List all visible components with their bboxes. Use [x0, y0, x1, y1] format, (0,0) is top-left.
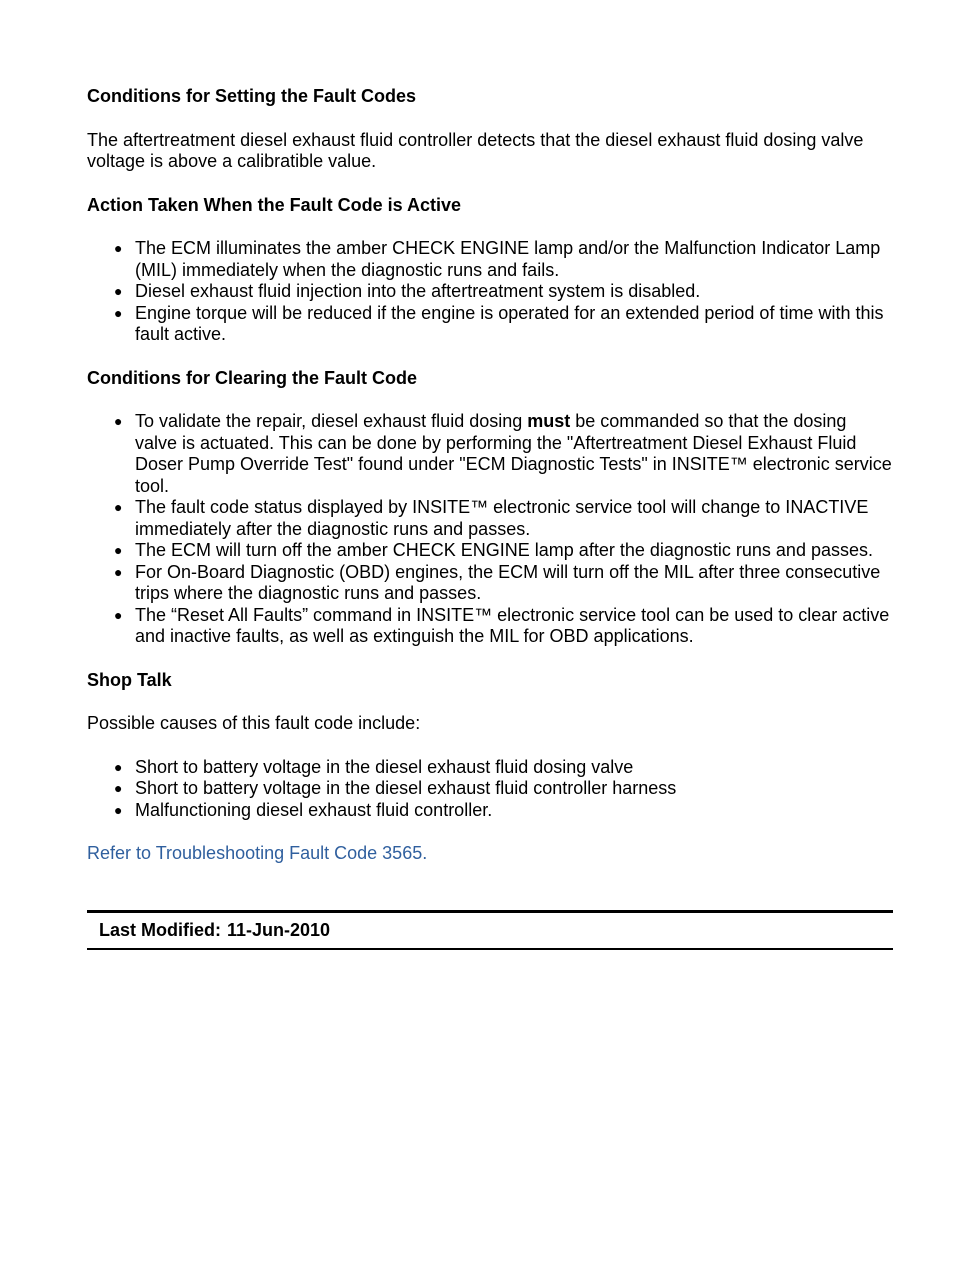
bullet-icon: ●	[114, 780, 123, 796]
bullet-icon: ●	[114, 413, 123, 429]
last-modified-label: Last Modified:	[99, 920, 221, 940]
shop-talk-intro: Possible causes of this fault code include:	[87, 713, 421, 733]
bullet-icon: ●	[114, 499, 123, 515]
bullet-icon: ●	[114, 563, 123, 580]
clearing-conditions-list	[87, 411, 893, 648]
bullet-icon: ●	[114, 606, 123, 623]
setting-conditions-text: The aftertreatment diesel exhaust fluid controller detects that the diesel exhaust fluid dosing valve voltage is above a calibratible value.	[87, 129, 864, 171]
bullet-icon: ●	[114, 542, 123, 558]
list-item: ● Diesel exhaust fluid injection into the aftertreatment system is disabled.	[114, 281, 701, 301]
heading-shop-talk: Shop Talk	[87, 669, 172, 690]
list-item: ● Short to battery voltage in the diesel exhaust fluid controller harness	[114, 778, 677, 798]
list-item: ● The fault code status displayed by INSITE™ electronic service tool will change to INACTIVE immediately after the diagnostic runs and passes.	[114, 497, 869, 539]
document-body	[87, 86, 893, 887]
list-item: ● The ECM will turn off the amber CHECK ENGINE lamp after the diagnostic runs and passes.	[114, 540, 873, 560]
bullet-icon: ●	[114, 283, 123, 299]
list-item: ● Engine torque will be reduced if the engine is operated for an extended period of time with this fault active.	[114, 302, 884, 344]
list-item: ● For On-Board Diagnostic (OBD) engines, the ECM will turn off the MIL after three consecutive trips where the diagnostic runs and passes.	[114, 561, 881, 603]
bullet-icon: ●	[114, 801, 123, 818]
heading-action-taken: Action Taken When the Fault Code is Active	[87, 194, 462, 215]
heading-clearing-conditions: Conditions for Clearing the Fault Code	[87, 367, 417, 388]
last-modified-footer	[87, 910, 893, 950]
list-item: ● The ECM illuminates the amber CHECK ENGINE lamp and/or the Malfunction Indicator Lamp (MIL) immediately when the diagnostic runs and fails.	[114, 238, 881, 280]
list-item: ● Short to battery voltage in the diesel exhaust fluid dosing valve	[114, 756, 634, 777]
bullet-icon: ●	[114, 240, 123, 256]
list-item: ● The “Reset All Faults” command in INSITE™ electronic service tool can be used to clear active and inactive faults, as well as extinguish the MIL for OBD applications.	[114, 604, 890, 646]
last-modified-date: 11-Jun-2010	[227, 920, 331, 940]
list-item: ● To validate the repair, diesel exhaust fluid dosing must be commanded so that the dosing valve is actuated. This can be done by performing the "Aftertreatment Diesel Exhaust Fluid Doser Pump Override Test" found under "ECM Diagnostic Tests" in INSITE™ electronic service tool.	[114, 411, 892, 496]
list-item: ● Malfunctioning diesel exhaust fluid controller.	[114, 799, 493, 820]
emphasis-must: must	[527, 411, 571, 431]
heading-setting-conditions: Conditions for Setting the Fault Codes	[87, 86, 416, 106]
bullet-icon: ●	[114, 758, 123, 775]
action-taken-list	[87, 238, 893, 346]
bullet-icon: ●	[114, 304, 123, 321]
troubleshooting-link[interactable]: Refer to Troubleshooting Fault Code 3565.	[87, 843, 428, 863]
possible-causes-list	[87, 757, 893, 822]
